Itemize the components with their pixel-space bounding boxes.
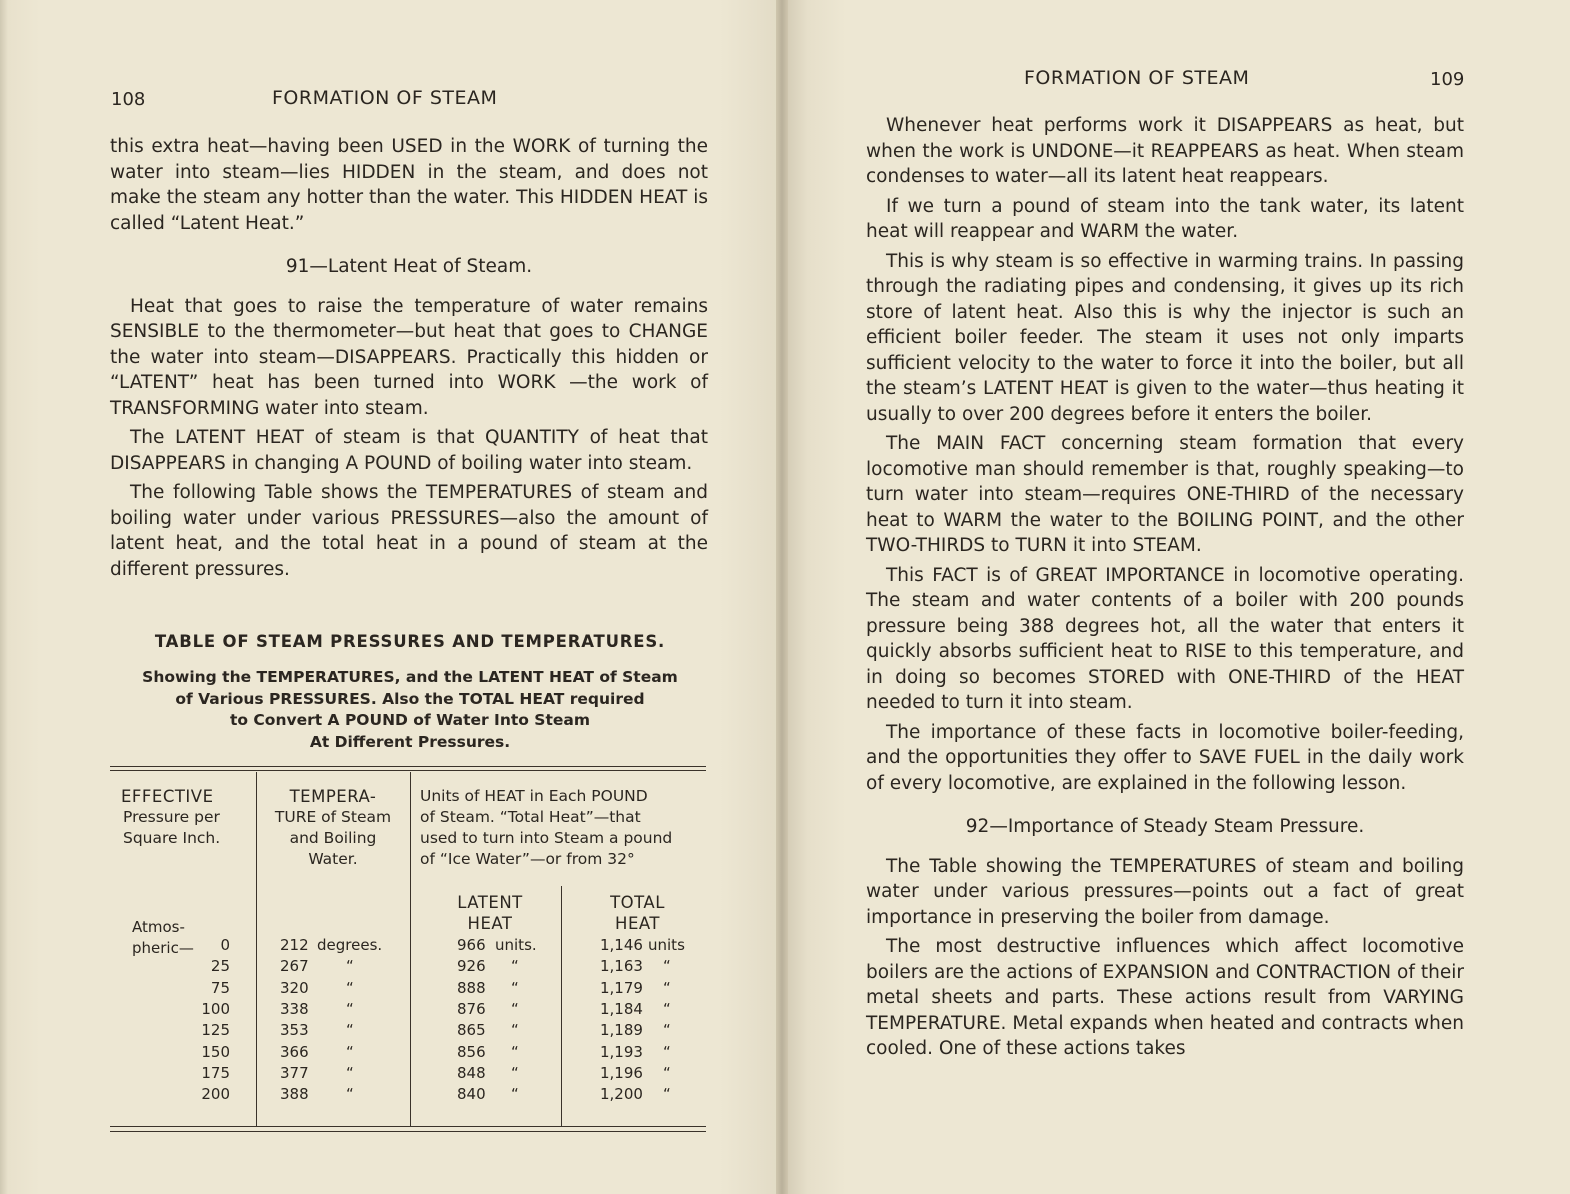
pressure-cell: 100 (201, 999, 230, 1018)
total-heat-cell: 1,189 (600, 1021, 643, 1040)
latent-heat-cell: 856 (457, 1042, 486, 1061)
table-row (110, 957, 706, 978)
total-heat-cell: 1,163 (600, 957, 643, 976)
temperature-cell: 320 (280, 978, 309, 997)
pressure-cell: 25 (210, 957, 230, 976)
pressure-cell: 75 (210, 978, 230, 997)
latent-unit-cell: “ (511, 1042, 519, 1061)
latent-heat-cell: 876 (457, 999, 486, 1018)
total-heat-cell: 1,196 (600, 1063, 643, 1082)
table-subtitle-line: to Convert A POUND of Water Into Steam (229, 711, 591, 729)
table-subtitle (105, 667, 715, 753)
left-paragraph: this extra heat—having been USED in the WORK of turning the water into steam—lies HIDDEN in the steam, and does not make the steam any hotter than the water. This HIDDEN HEAT is called “Latent Heat.” (110, 136, 708, 234)
right-page-number: 109 (1430, 69, 1465, 90)
latent-unit-cell: “ (511, 1021, 519, 1040)
temperature-unit-cell: “ (346, 1063, 354, 1082)
left-page-number: 108 (111, 89, 146, 110)
latent-unit-cell: units. (495, 936, 537, 954)
temperature-cell: 366 (280, 1042, 309, 1061)
total-unit-cell: “ (663, 1085, 671, 1104)
total-unit-cell: “ (663, 1021, 671, 1040)
total-heat-cell: 1,200 (600, 1085, 643, 1104)
total-unit-cell: “ (663, 1063, 671, 1082)
pressure-cell: 175 (201, 1063, 230, 1082)
table-row (110, 936, 706, 957)
table-row (110, 1043, 706, 1064)
temperature-header: TEMPERA- TURE of Steam and Boiling Water. (274, 787, 392, 868)
temperature-cell: 377 (280, 1063, 309, 1082)
total-heat-header: TOTAL HEAT (610, 893, 665, 933)
latent-heat-cell: 926 (457, 957, 486, 976)
temperature-unit-cell: “ (346, 999, 354, 1018)
total-unit-cell: “ (663, 978, 671, 997)
table-subtitle-line: of Various PRESSURES. Also the TOTAL HEAT required (175, 689, 645, 708)
latent-heat-cell: 840 (457, 1085, 486, 1104)
temperature-unit-cell: degrees. (317, 936, 383, 954)
right-paragraph: The most destructive influences which affect locomotive boilers are the actions of EXPANSION and CONTRACTION of their metal sheets and parts. These actions result from VARYING TEMPERATURE. Metal expands when heated and contracts when cooled. One of these actions takes (866, 936, 1464, 1059)
pressure-cell: 150 (201, 1042, 230, 1061)
right-paragraph: Whenever heat performs work it DISAPPEARS as heat, but when the work is UNDONE—it REAPPEARS as heat. When steam condenses to water—all its latent heat reappears. (866, 115, 1464, 187)
right-paragraph: The Table showing the TEMPERATURES of steam and boiling water under various pressures—points out a fact of great importance in preserving the boiler from damage. (866, 855, 1464, 928)
table-row (110, 1064, 706, 1085)
table-rule (110, 766, 706, 767)
table-row (110, 1085, 706, 1106)
left-paragraph: Heat that goes to raise the temperature of water remains SENSIBLE to the thermometer—but heat that goes to CHANGE the water into steam—DISAPPEARS. Practically this hidden or “LATENT” heat has been turned into WORK —the work of TRANSFORMING water into steam. (110, 295, 708, 419)
table-row (110, 1000, 706, 1021)
latent-unit-cell: “ (511, 957, 519, 976)
temperature-unit-cell: “ (346, 1085, 354, 1104)
right-section-heading: 92—Importance of Steady Steam Pressure. (965, 816, 1365, 837)
temperature-unit-cell: “ (346, 1042, 354, 1061)
table-row (110, 979, 706, 1000)
right-body (866, 113, 1464, 1066)
latent-heat-cell: 966 (457, 936, 486, 954)
latent-heat-cell: 888 (457, 978, 486, 997)
latent-heat-cell: 865 (457, 1021, 486, 1040)
left-running-head: FORMATION OF STEAM (272, 87, 498, 109)
table-subtitle-line: At Different Pressures. (309, 732, 511, 751)
book-gutter (776, 0, 788, 1194)
left-section-heading: 91—Latent Heat of Steam. (285, 256, 533, 277)
table-rule (110, 1131, 706, 1132)
total-heat-cell: 1,146 (600, 936, 643, 954)
right-paragraph: This FACT is of GREAT IMPORTANCE in locomotive operating. The steam and water contents of a boiler with 200 pounds pressure being 388 degrees hot, all the water that enters it quickly absorbs sufficient heat to RISE to this temperature, and in doing so becomes STORED with ONE-THIRD of the HEAT needed to turn it into steam. (866, 564, 1464, 713)
left-body-top (110, 134, 708, 586)
table-rule (110, 1126, 706, 1127)
total-unit-cell: “ (663, 1042, 671, 1061)
heat-units-header: Units of HEAT in Each POUND of Steam. “Total Heat”—that used to turn into Steam a pound of “Ice Water”—or from 32° (420, 787, 673, 868)
temperature-cell: 388 (280, 1085, 309, 1104)
temperature-unit-cell: “ (346, 957, 354, 976)
latent-unit-cell: “ (511, 1063, 519, 1082)
temperature-unit-cell: “ (346, 1021, 354, 1040)
right-running-head: FORMATION OF STEAM (1024, 67, 1250, 89)
total-unit-cell: “ (663, 957, 671, 976)
temperature-cell: 267 (280, 957, 309, 976)
right-paragraph: This is why steam is so effective in warming trains. In passing through the radiating pipes and condensing, it gives up its rich store of latent heat. Also this is why the injector is such an efficient boiler feeder. The steam it uses not only imparts sufficient velocity to the water to force it into the boiler, but all the steam’s LATENT HEAT is given to the water—thus heating it usually to over 200 degrees before it enters the boiler. (866, 250, 1464, 425)
pressure-cell: 125 (201, 1021, 230, 1040)
latent-unit-cell: “ (511, 1085, 519, 1104)
table-subtitle-line: Showing the TEMPERATURES, and the LATENT HEAT of Steam (142, 668, 678, 686)
atmospheric-label: Atmos- pheric— (132, 918, 194, 957)
table-rule (110, 770, 706, 771)
latent-unit-cell: “ (511, 978, 519, 997)
latent-unit-cell: “ (511, 999, 519, 1018)
total-heat-cell: 1,179 (600, 978, 643, 997)
left-paragraph: The following Table shows the TEMPERATURES of steam and boiling water under various PRESSURES—also the amount of latent heat, and the total heat in a pound of steam at the different pressures. (110, 482, 708, 580)
total-heat-cell: 1,184 (600, 999, 643, 1018)
latent-heat-cell: 848 (457, 1063, 486, 1082)
right-paragraph: The importance of these facts in locomotive boiler-feeding, and the opportunities they offer to SAVE FUEL in the daily work of every locomotive, are explained in the following lesson. (866, 721, 1464, 794)
temperature-unit-cell: “ (346, 978, 354, 997)
left-paragraph: The LATENT HEAT of steam is that QUANTITY of heat that DISAPPEARS in changing A POUND of boiling water into steam. (110, 427, 708, 474)
table-row (110, 1021, 706, 1042)
pressure-header: EFFECTIVE Pressure per Square Inch. (121, 787, 221, 847)
right-paragraph: If we turn a pound of steam into the tank water, its latent heat will reappear and WARM the water. (866, 195, 1464, 242)
pressure-cell: 0 (220, 936, 230, 954)
steam-table (110, 766, 706, 1136)
latent-heat-header: LATENT HEAT (457, 893, 523, 933)
right-paragraph: The MAIN FACT concerning steam formation that every locomotive man should remember is that, roughly speaking—to turn water into steam—requires ONE-THIRD of the necessary heat to WARM the water to the BOILING POINT, and the other TWO-THIRDS to TURN it into STEAM. (866, 433, 1464, 556)
temperature-cell: 353 (280, 1021, 309, 1040)
temperature-cell: 338 (280, 999, 309, 1018)
total-unit-cell: units (648, 936, 685, 954)
pressure-cell: 200 (201, 1085, 230, 1104)
table-title: TABLE OF STEAM PRESSURES AND TEMPERATURES. (154, 632, 666, 651)
total-heat-cell: 1,193 (600, 1042, 643, 1061)
total-unit-cell: “ (663, 999, 671, 1018)
temperature-cell: 212 (280, 936, 309, 954)
